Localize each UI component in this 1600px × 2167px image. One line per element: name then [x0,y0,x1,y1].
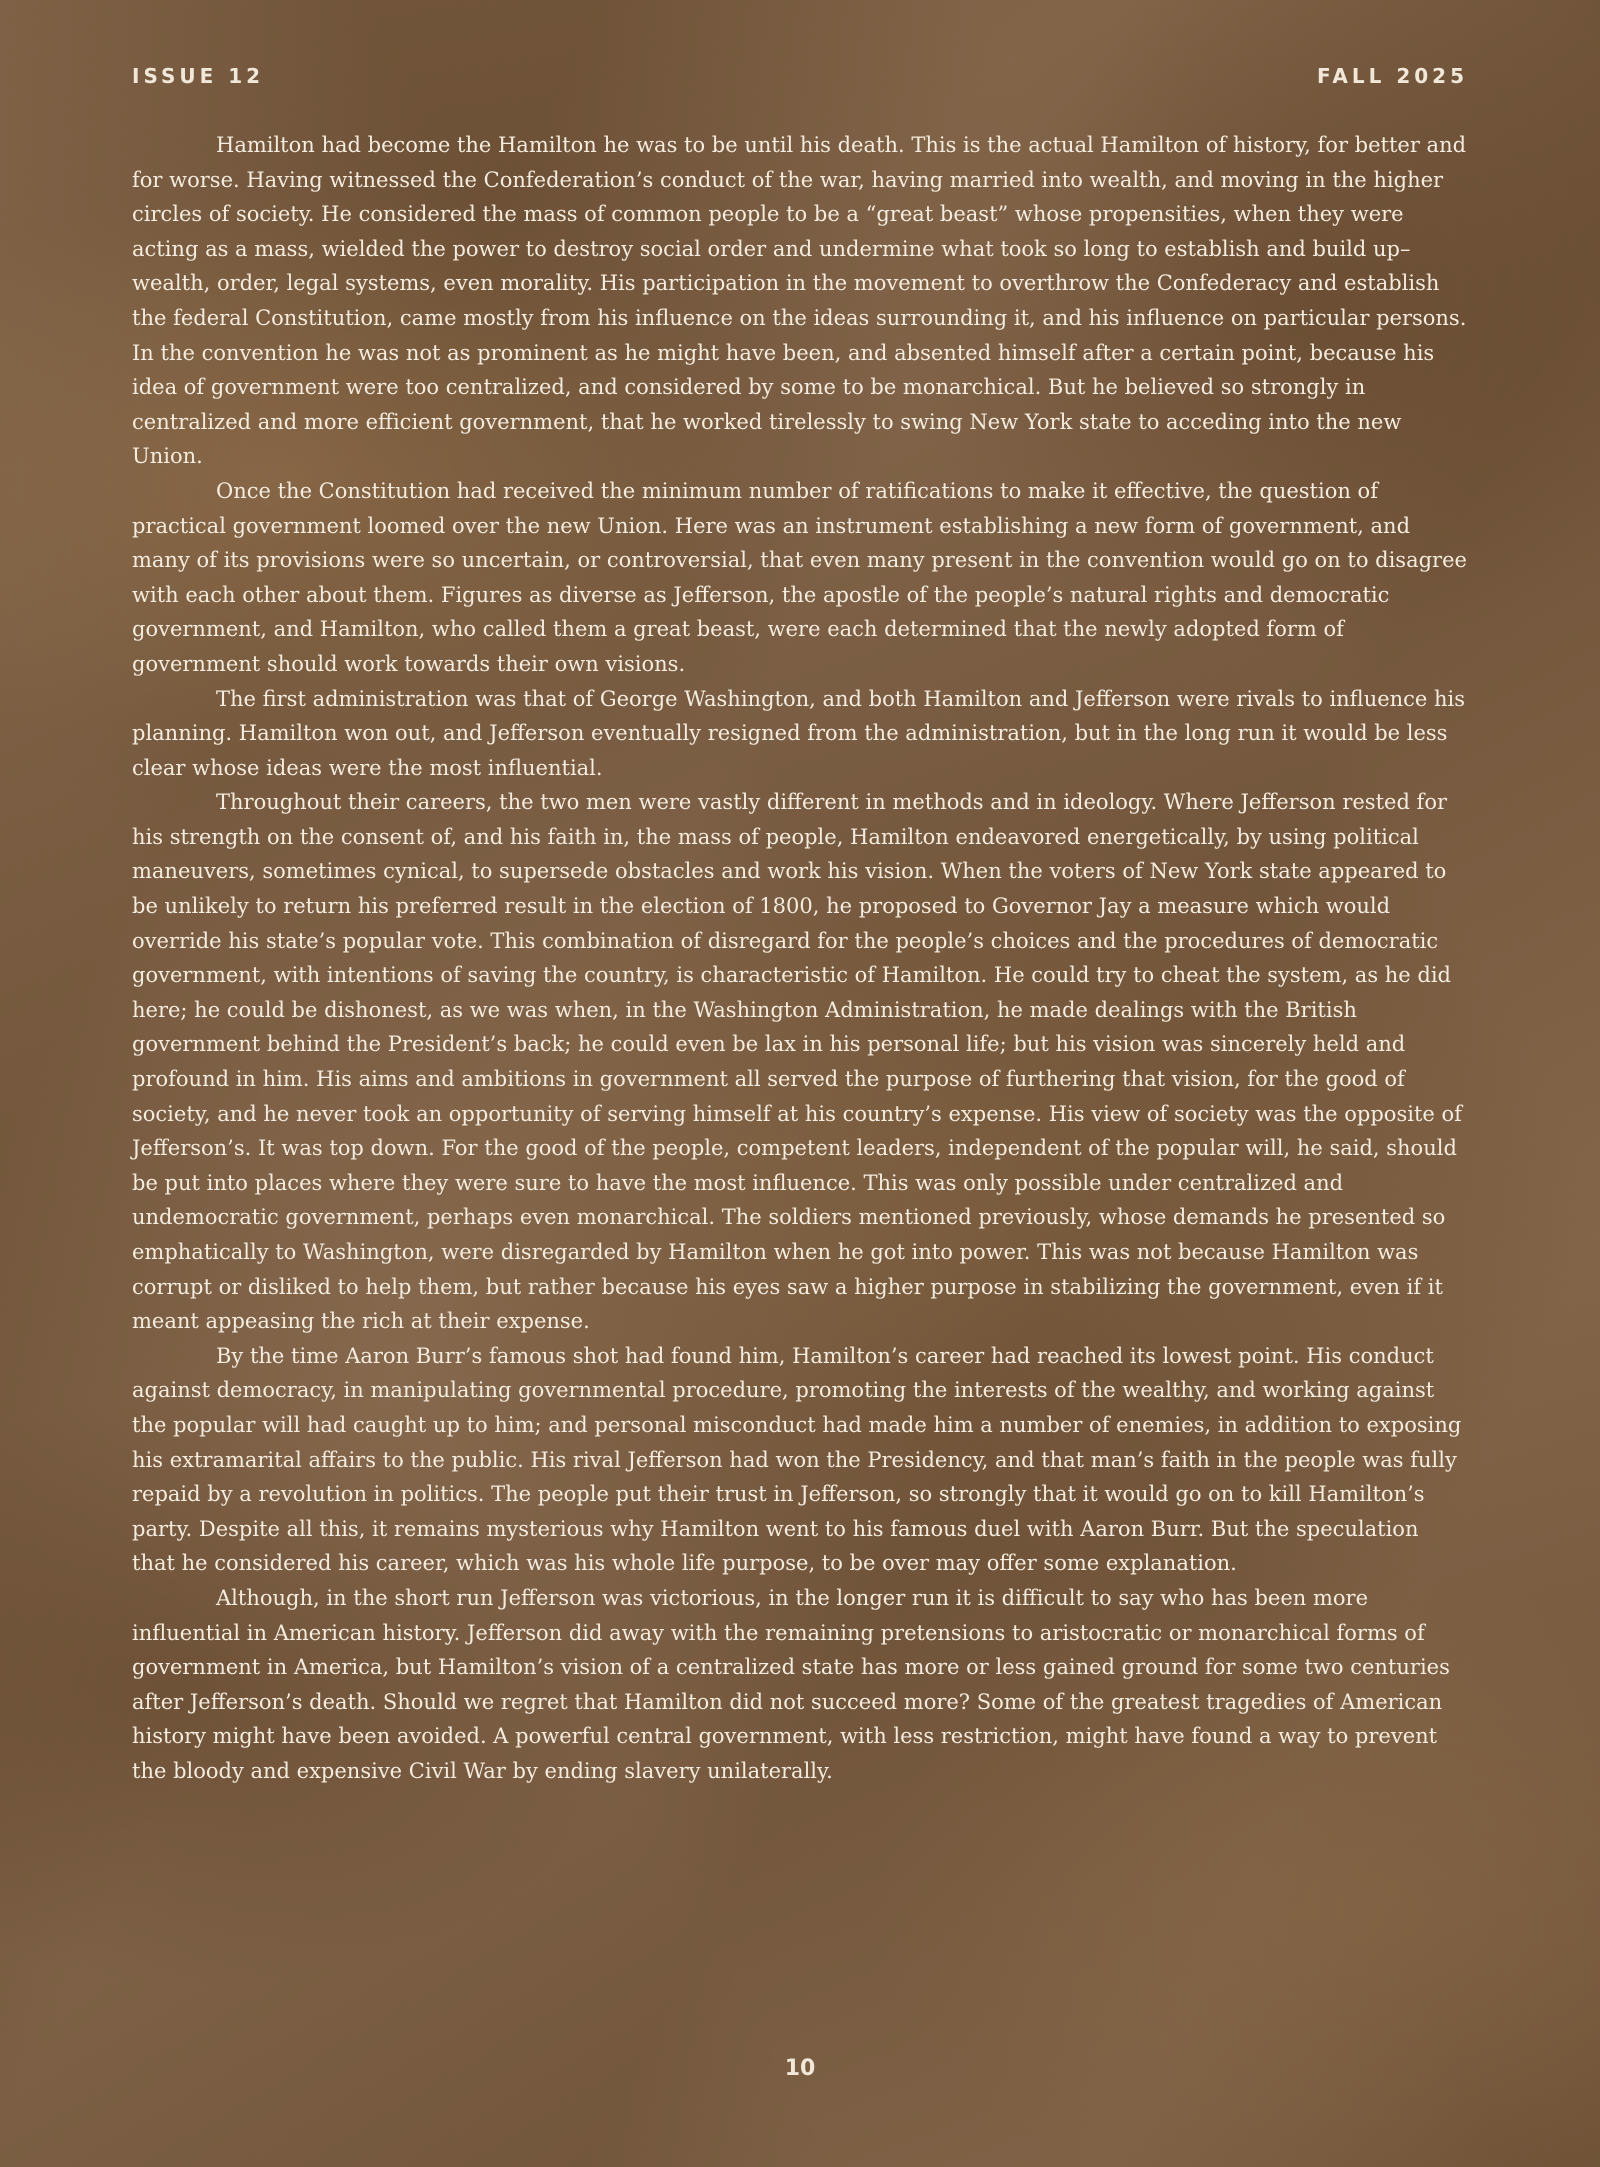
page-header [132,64,1468,92]
article-paragraph: Once the Constitution had received the minimum number of ratifications to make it effective, the question of practical government loomed over the new Union. Here was an instrument establishing a new form of government, and many of its provisions were so uncertain, or controversial, that even many present in the convention would go on to disagree with each other about them. Figures as diverse as Jefferson, the apostle of the people’s natural rights and democratic government, and Hamilton, who called them a great beast, were each determined that the newly adopted form of government should work towards their own visions. [132,478,1467,676]
article-paragraph: Although, in the short run Jefferson was victorious, in the longer run it is difficult to say who has been more influential in American history. Jefferson did away with the remaining pretensions to aristocratic or monarchical forms of government in America, but Hamilton’s vision of a centralized state has more or less gained ground for some two centuries after Jefferson’s death. Should we regret that Hamilton did not succeed more? Some of the greatest tragedies of American history might have been avoided. A powerful central government, with less restriction, might have found a way to prevent the bloody and expensive Civil War by ending slavery unilaterally. [132,1585,1450,1783]
article-paragraph: By the time Aaron Burr’s famous shot had found him, Hamilton’s career had reached its lowest point. His conduct against democracy, in manipulating governmental procedure, promoting the interests of the wealthy, and working against the popular will had caught up to him; and personal misconduct had made him a number of enemies, in addition to exposing his extramarital affairs to the public. His rival Jefferson had won the Presidency, and that man’s faith in the people was fully repaid by a revolution in politics. The people put their trust in Jefferson, so strongly that it would go on to kill Hamilton’s party. Despite all this, it remains mysterious why Hamilton went to his famous duel with Aaron Burr. But the speculation that he considered his career, which was his whole life purpose, to be over may offer some explanation. [132,1343,1462,1576]
article-paragraph: Hamilton had become the Hamilton he was to be until his death. This is the actual Hamilton of history, for better and for worse. Having witnessed the Confederation’s conduct of the war, having married into wealth, and moving in the higher circles of society. He considered the mass of common people to be a “great beast” whose propensities, when they were acting as a mass, wielded the power to destroy social order and undermine what took so long to establish and build up– wealth, order, legal systems, even morality. His participation in the movement to overthrow the Confederacy and establish the federal Constitution, came mostly from his influence on the ideas surrounding it, and his influence on particular persons. In the convention he was not as prominent as he might have been, and absented himself after a certain point, because his idea of government were too centralized, and considered by some to be monarchical. But he believed so strongly in centralized and more efficient government, that he worked tirelessly to swing New York state to acceding into the new Union. [132,133,1467,469]
season-label: FALL 2025 [1317,64,1468,88]
article-paragraph: The first administration was that of George Washington, and both Hamilton and Jefferson were rivals to influence his planning. Hamilton won out, and Jefferson eventually resigned from the administration, but in the long run it would be less clear whose ideas were the most influential. [132,686,1466,780]
article-body [132,128,1468,1789]
issue-label: ISSUE 12 [132,64,265,88]
page-number: 10 [784,2056,816,2081]
article-paragraph: Throughout their careers, the two men were vastly different in methods and in ideology. Where Jefferson rested for his strength on the consent of, and his faith in, the mass of people, Hamilton endeavored energetically, by using political maneuvers, sometimes cynical, to supersede obstacles and work his vision. When the voters of New York state appeared to be unlikely to return his preferred result in the election of 1800, he proposed to Governor Jay a measure which would override his state’s popular vote. This combination of disregard for the people’s choices and the procedures of democratic government, with intentions of saving the country, is characteristic of Hamilton. He could try to cheat the system, as he did here; he could be dishonest, as we was when, in the Washington Administration, he made dealings with the British government behind the President’s back; he could even be lax in his personal life; but his vision was sincerely held and profound in him. His aims and ambitions in government all served the purpose of furthering that vision, for the good of society, and he never took an opportunity of serving himself at his country’s expense. His view of society was the opposite of Jefferson’s. It was top down. For the good of the people, competent leaders, independent of the popular will, he said, should be put into places where they were sure to have the most influence. This was only possible under centralized and undemocratic government, perhaps even monarchical. The soldiers mentioned previously, whose demands he presented so emphatically to Washington, were disregarded by Hamilton when he got into power. This was not because Hamilton was corrupt or disliked to help them, but rather because his eyes saw a higher purpose in stabilizing the government, even if it meant appeasing the rich at their expense. [132,790,1462,1334]
